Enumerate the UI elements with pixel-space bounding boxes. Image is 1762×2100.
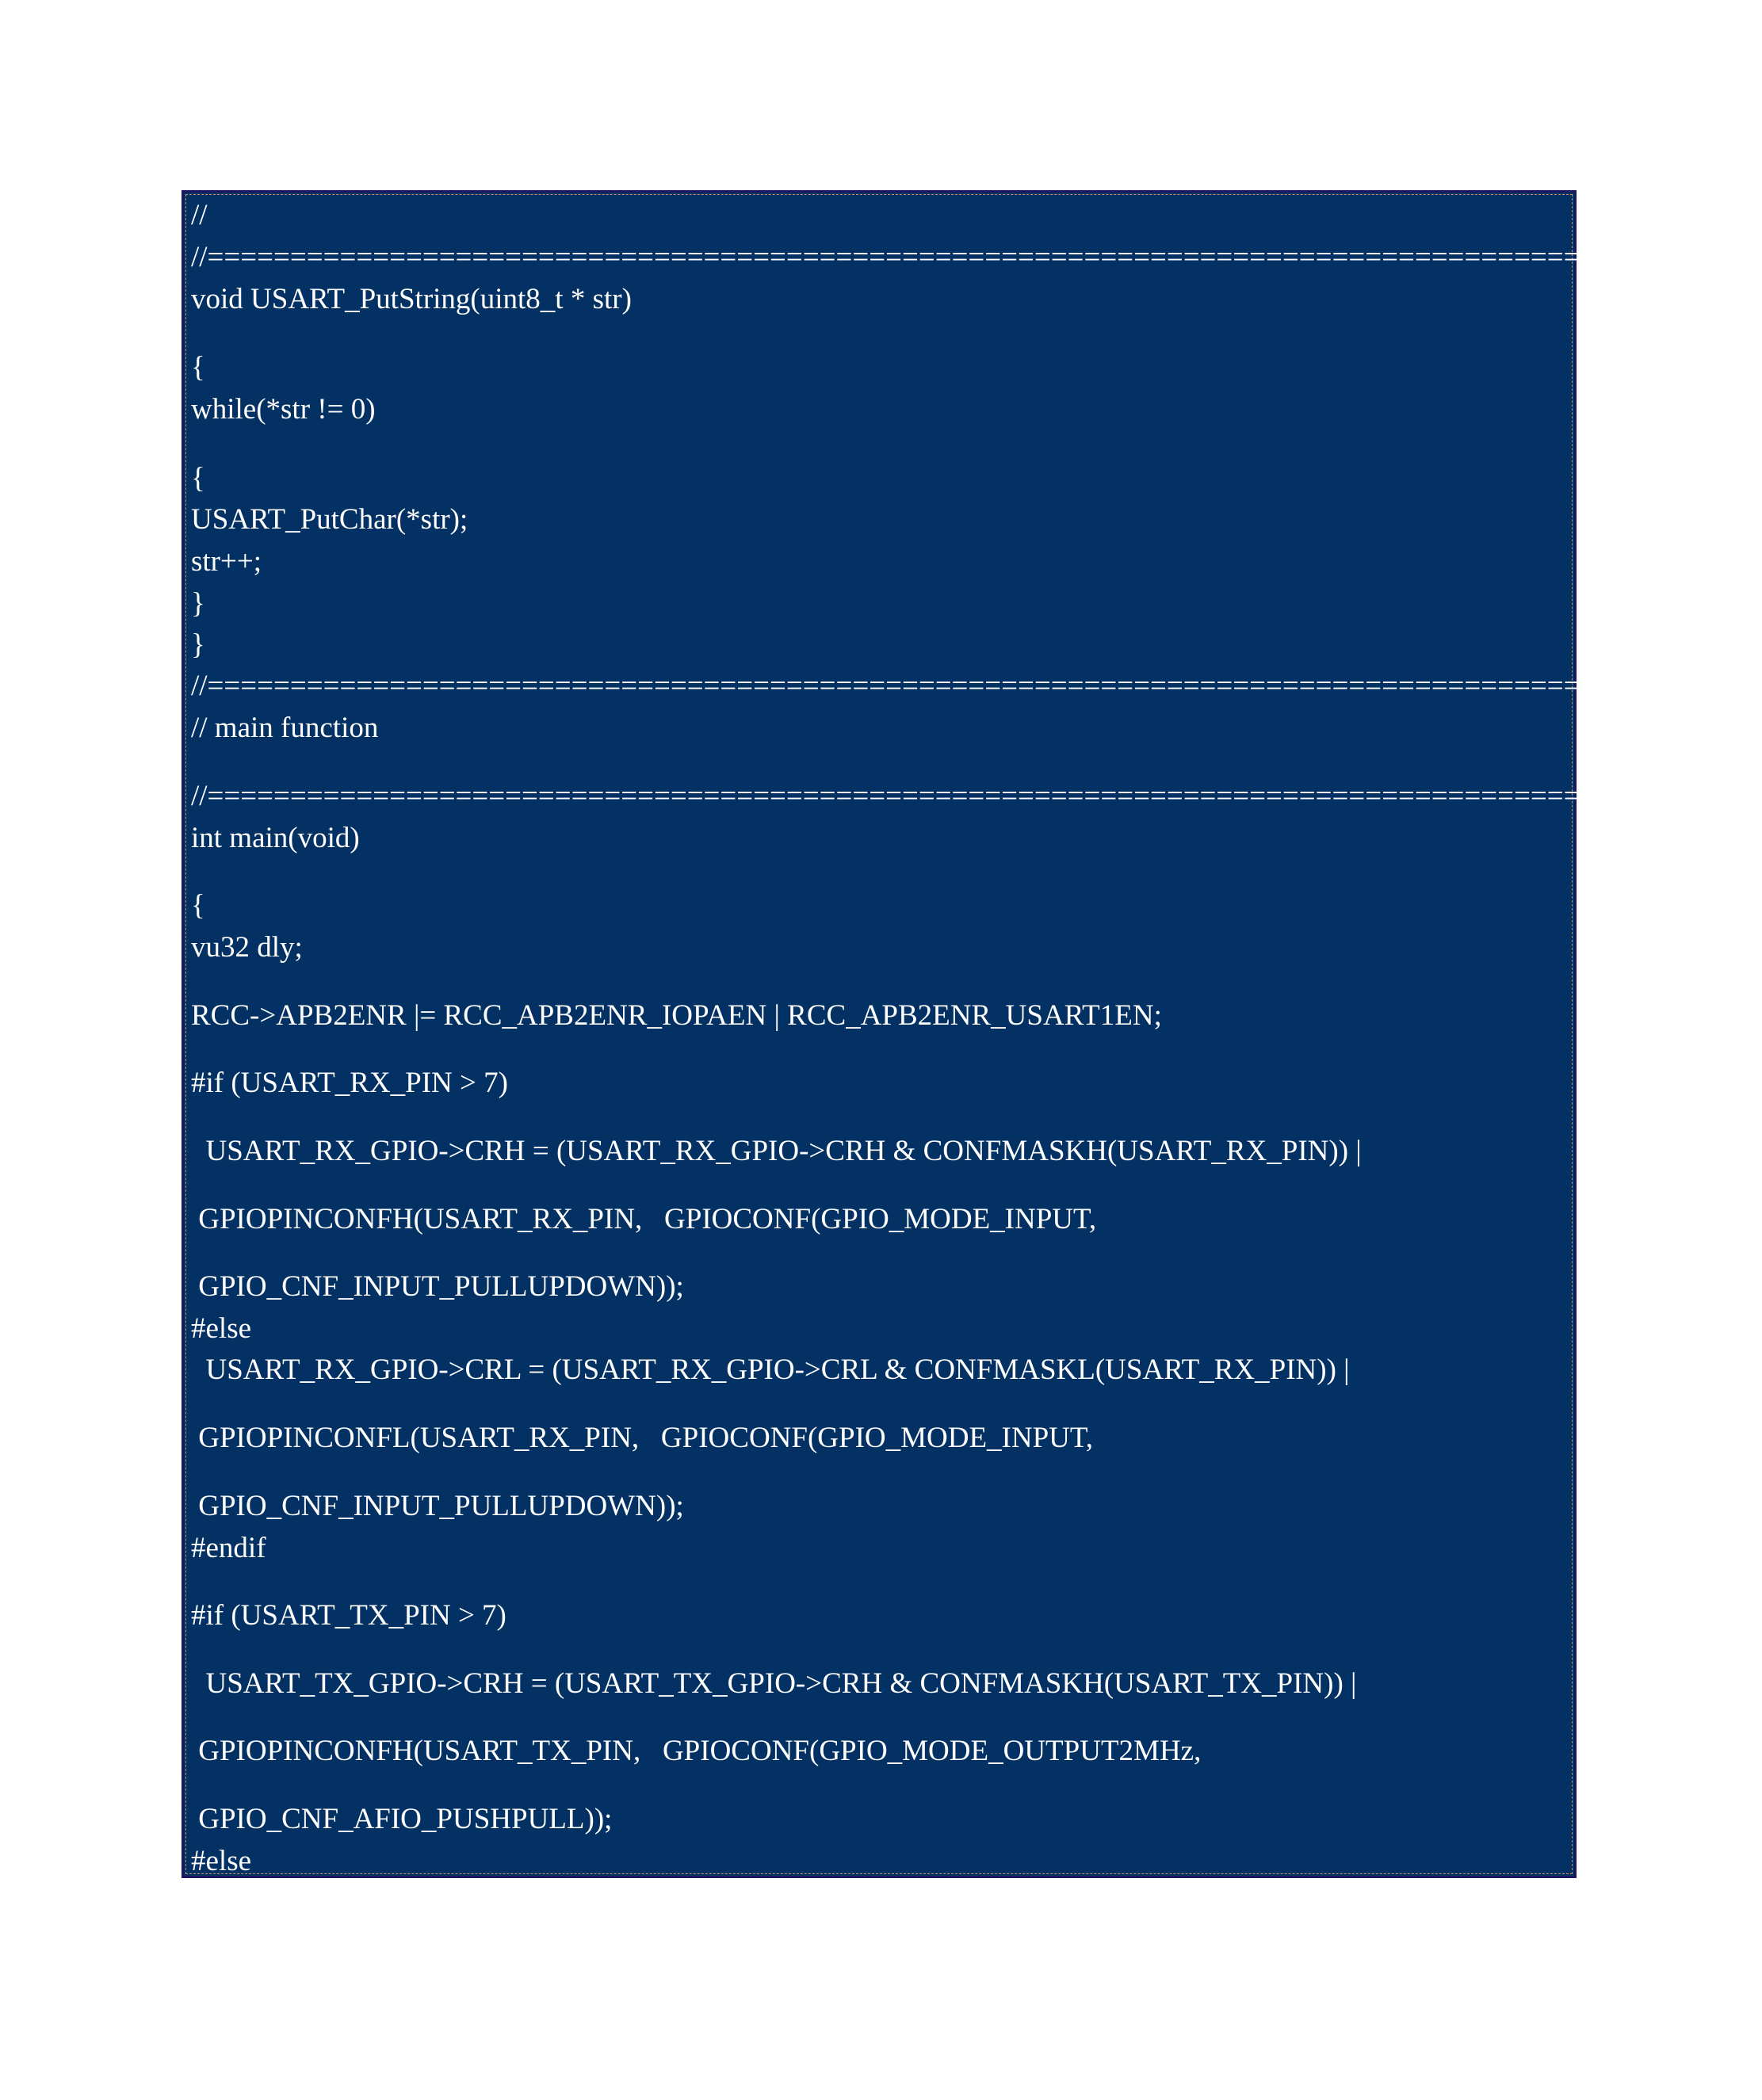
code-line: #else (191, 1845, 252, 1877)
code-separator-line: //============================================================================================== (191, 670, 1762, 702)
code-line: USART_PutChar(*str); (191, 503, 468, 536)
code-line: GPIOPINCONFL(USART_RX_PIN, GPIOCONF(GPIO_MODE_INPUT, (191, 1422, 1094, 1454)
code-line: // main function (191, 712, 379, 744)
code-line: int main(void) (191, 822, 360, 854)
code-separator-line: //============================================================================================== (191, 780, 1762, 812)
code-line: void USART_PutString(uint8_t * str) (191, 283, 632, 315)
code-line: GPIOPINCONFH(USART_RX_PIN, GPIOCONF(GPIO_MODE_INPUT, (191, 1203, 1097, 1235)
code-line: str++; (191, 545, 262, 578)
code-lines (184, 193, 1762, 1877)
code-line: vu32 dly; (191, 931, 303, 964)
code-line: GPIOPINCONFH(USART_TX_PIN, GPIOCONF(GPIO_MODE_OUTPUT2MHz, (191, 1735, 1202, 1767)
code-line: } (191, 628, 205, 661)
code-separator-line: //============================================================================================== (191, 241, 1762, 273)
code-line: #else (191, 1312, 252, 1345)
code-line: { (191, 462, 205, 494)
code-line: USART_RX_GPIO->CRL = (USART_RX_GPIO->CRL & CONFMASKL(USART_RX_PIN)) | (191, 1354, 1350, 1386)
code-line: GPIO_CNF_INPUT_PULLUPDOWN)); (191, 1270, 684, 1303)
code-line: #if (USART_TX_PIN > 7) (191, 1599, 506, 1632)
code-line: USART_RX_GPIO->CRH = (USART_RX_GPIO->CRH & CONFMASKH(USART_RX_PIN)) | (191, 1135, 1362, 1167)
code-line: { (191, 889, 205, 922)
code-line: } (191, 587, 205, 620)
code-line: GPIO_CNF_INPUT_PULLUPDOWN)); (191, 1490, 684, 1522)
code-line: RCC->APB2ENR |= RCC_APB2ENR_IOPAEN | RCC_APB2ENR_USART1EN; (191, 999, 1162, 1032)
code-line: USART_TX_GPIO->CRH = (USART_TX_GPIO->CRH & CONFMASKH(USART_TX_PIN)) | (191, 1667, 1357, 1700)
code-line: GPIO_CNF_AFIO_PUSHPULL)); (191, 1803, 613, 1835)
code-line: #endif (191, 1532, 266, 1564)
code-line: // (191, 199, 208, 231)
code-line: #if (USART_RX_PIN > 7) (191, 1067, 508, 1099)
code-listing-box (182, 190, 1762, 1878)
code-line: { (191, 351, 205, 384)
code-line: while(*str != 0) (191, 393, 376, 426)
